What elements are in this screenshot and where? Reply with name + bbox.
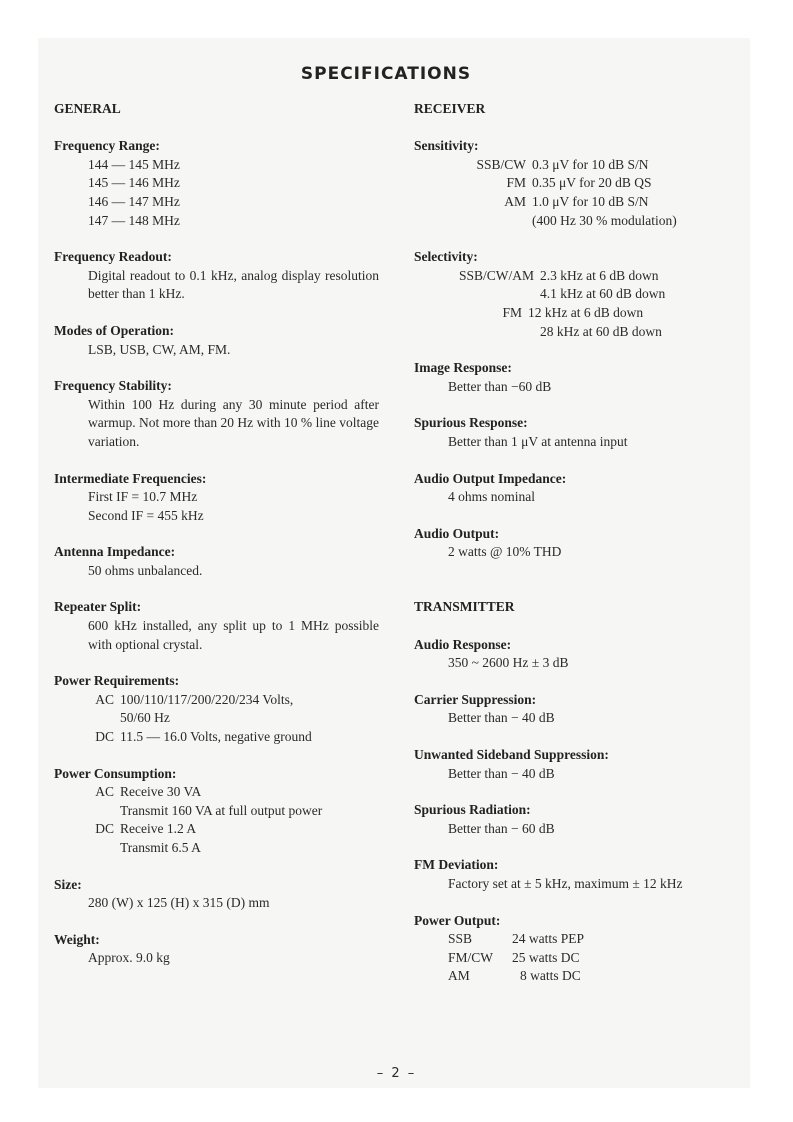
audio-output-impedance-section [414,470,734,507]
section-label: Antenna Impedance: [54,544,176,560]
spec-row [414,949,734,968]
frequency-stability-section [54,377,379,451]
mode-label: SSB/CW/AM [458,267,534,283]
section-text: Better than −60 dB [448,378,552,394]
intermediate-frequencies-section [54,470,379,526]
carrier-suppression-section [414,691,734,728]
spec-row [414,156,734,175]
spurious-radiation-section [414,801,734,838]
receiver-header: RECEIVER [414,101,486,116]
audio-response-section [414,636,734,673]
dc-label: DC [95,821,114,837]
spec-value: 12 kHz at 6 dB down [528,304,644,320]
section-text: 280 (W) x 125 (H) x 315 (D) mm [88,895,270,911]
section-text: Better than − 60 dB [448,820,555,836]
section-label: Frequency Readout: [54,249,172,265]
section-text: Within 100 Hz during any 30 minute period after warmup. Not more than 20 Hz with 10 % line voltage variation. [88,396,379,449]
section-text: 100/110/117/200/220/234 Volts, [120,691,294,707]
mode-label: FM [502,304,522,320]
section-text: First IF = 10.7 MHz [88,489,198,505]
repeater-split-section [54,598,379,654]
mode-label: AM [504,193,526,209]
power-output-section [414,912,734,986]
spec-value: 0.35 μV for 20 dB QS [532,175,652,191]
section-label: FM Deviation: [414,857,499,873]
spec-row [414,174,734,193]
section-text: 11.5 — 16.0 Volts, negative ground [120,729,312,745]
modes-section [54,322,379,359]
spec-row [414,304,734,323]
page-number: – 2 – [376,1066,417,1081]
section-text: Receive 1.2 A [120,821,197,837]
spec-row [414,967,734,986]
ac-label: AC [95,784,114,800]
fm-deviation-section [414,856,734,893]
spec-row [414,193,734,212]
spec-value: 0.3 μV for 10 dB S/N [532,156,649,172]
section-label: Sensitivity: [414,138,479,154]
spec-row [414,285,734,304]
section-label: Spurious Response: [414,415,528,431]
image-response-section [414,359,734,396]
frequency-readout-section [54,248,379,304]
mode-label [414,323,540,342]
size-section [54,876,379,913]
receiver-transmitter-column [414,100,734,1004]
transmitter-header: TRANSMITTER [414,599,515,615]
page-title: SPECIFICATIONS [300,64,472,84]
range-line: 145 — 146 MHz [88,175,180,191]
spec-value: 4.1 kHz at 60 dB down [540,286,666,302]
section-label: Weight: [54,931,100,947]
section-text: Better than − 40 dB [448,765,555,781]
section-label: Audio Output: [414,525,500,541]
section-label: Selectivity: [414,249,478,265]
antenna-impedance-section [54,543,379,580]
mode-label: AM [448,968,470,984]
mode-label: SSB [448,931,473,947]
spec-value: 8 watts DC [520,968,581,984]
section-text: Better than 1 μV at antenna input [448,433,628,449]
section-text: 350 ~ 2600 Hz ± 3 dB [448,655,569,671]
section-text: Digital readout to 0.1 kHz, analog display resolution better than 1 kHz. [88,267,379,302]
section-text: Receive 30 VA [120,784,202,800]
spec-value: 24 watts PEP [512,931,585,947]
section-label: Modes of Operation: [54,322,174,338]
sensitivity-section [414,137,734,230]
spec-row [414,267,734,286]
spec-value: 1.0 μV for 10 dB S/N [532,193,649,209]
section-text: 50 ohms unbalanced. [88,562,203,578]
section-label: Frequency Stability: [54,378,172,394]
section-label: Frequency Range: [54,138,160,154]
power-consumption-section [54,765,379,858]
spec-value: (400 Hz 30 % modulation) [532,212,677,228]
section-text: Factory set at ± 5 kHz, maximum ± 12 kHz [448,876,683,891]
mode-label [414,212,532,231]
section-text: LSB, USB, CW, AM, FM. [88,341,231,357]
mode-label: SSB/CW [476,156,526,172]
power-requirements-section [54,672,379,746]
general-header: GENERAL [54,101,121,116]
section-label: Audio Response: [414,636,512,652]
section-label: Spurious Radiation: [414,802,531,818]
section-label: Image Response: [414,360,512,376]
section-text: 2 watts @ 10% THD [448,544,562,560]
range-line: 144 — 145 MHz [88,156,180,172]
spec-row [414,212,734,231]
spec-value: 2.3 kHz at 6 dB down [540,267,659,283]
mode-label [414,285,540,304]
section-label: Audio Output Impedance: [414,470,567,486]
section-text: 50/60 Hz [120,710,170,726]
section-label: Repeater Split: [54,599,142,615]
spec-row [414,323,734,342]
section-label: Size: [54,876,82,892]
range-line: 146 — 147 MHz [88,193,180,209]
spec-row [414,930,734,949]
section-text: Transmit 6.5 A [120,840,201,855]
section-label: Power Requirements: [54,673,180,689]
section-text: Better than − 40 dB [448,710,555,726]
weight-section [54,931,379,968]
spec-value: 25 watts DC [512,949,580,965]
section-label: Unwanted Sideband Suppression: [414,747,609,763]
range-line: 147 — 148 MHz [88,212,180,228]
spec-value: 28 kHz at 60 dB down [540,323,662,339]
section-text: Approx. 9.0 kg [88,950,170,966]
section-text: 600 kHz installed, any split up to 1 MHz possible with optional crystal. [88,618,379,652]
ac-label: AC [95,691,114,707]
section-label: Power Output: [414,912,501,928]
spurious-response-section [414,414,734,451]
general-column [54,100,379,986]
dc-label: DC [95,729,114,745]
section-text: Transmit 160 VA at full output power [120,802,323,818]
mode-label: FM [506,175,526,191]
sideband-suppression-section [414,746,734,783]
selectivity-section [414,248,734,341]
section-label: Intermediate Frequencies: [54,470,207,486]
section-label: Power Consumption: [54,765,177,781]
mode-label: FM/CW [448,949,494,965]
frequency-range-section [54,137,379,230]
audio-output-section [414,525,734,562]
section-text: Second IF = 455 kHz [88,507,204,523]
section-text: 4 ohms nominal [448,489,535,505]
section-label: Carrier Suppression: [414,691,537,707]
